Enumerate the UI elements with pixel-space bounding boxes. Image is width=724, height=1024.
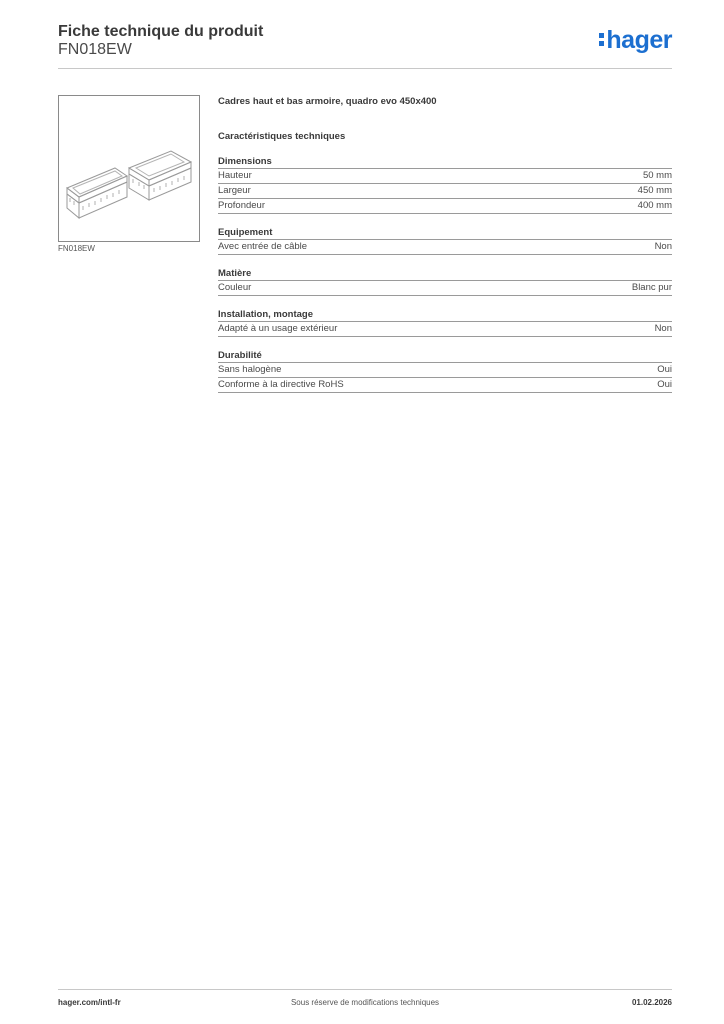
footer-note: Sous réserve de modifications techniques (290, 998, 440, 1007)
spec-row (218, 281, 672, 296)
logo-dots-icon (599, 30, 604, 52)
spec-label: Profondeur (218, 200, 266, 211)
footer-divider (58, 989, 672, 990)
group-title: Installation, montage (218, 308, 672, 322)
spec-value: Oui (657, 364, 672, 375)
spec-value: Non (654, 241, 672, 252)
group-title: Dimensions (218, 155, 672, 169)
spec-label: Avec entrée de câble (218, 241, 308, 252)
hager-logo (599, 24, 672, 56)
spec-value: Oui (657, 379, 672, 390)
spec-label: Hauteur (218, 170, 252, 181)
document-title: Fiche technique du produit (58, 23, 264, 40)
spec-label: Adapté à un usage extérieur (218, 323, 338, 334)
spec-row (218, 322, 672, 337)
group-equipement (218, 226, 672, 255)
spec-label: Conforme à la directive RoHS (218, 379, 344, 390)
spec-label: Sans halogène (218, 364, 282, 375)
spec-value: 450 mm (637, 185, 672, 196)
group-installation (218, 308, 672, 337)
group-matiere (218, 267, 672, 296)
spec-value: Blanc pur (631, 282, 672, 293)
footer-website-link[interactable]: hager.com/intl-fr (58, 998, 121, 1007)
product-reference: FN018EW (58, 41, 132, 58)
spec-label: Largeur (218, 185, 251, 196)
group-title: Equipement (218, 226, 672, 240)
group-dimensions (218, 155, 672, 214)
product-frames-illustration-icon (59, 96, 199, 241)
footer-date: 01.02.2026 (631, 998, 672, 1007)
spec-row (218, 169, 672, 184)
spec-value: Non (654, 323, 672, 334)
spec-row (218, 199, 672, 214)
product-details (218, 95, 672, 393)
spec-row (218, 184, 672, 199)
spec-value: 50 mm (642, 170, 672, 181)
spec-label: Couleur (218, 282, 252, 293)
logo-text: hager (606, 26, 672, 54)
group-durabilite (218, 349, 672, 393)
product-name: Cadres haut et bas armoire, quadro evo 450x400 (218, 96, 437, 107)
product-image (58, 95, 200, 242)
header-divider (58, 68, 672, 69)
spec-value: 400 mm (637, 200, 672, 211)
image-caption: FN018EW (58, 244, 95, 253)
spec-row (218, 378, 672, 393)
group-title: Durabilité (218, 349, 672, 363)
page-footer (58, 998, 672, 1010)
spec-row (218, 363, 672, 378)
spec-row (218, 240, 672, 255)
section-title: Caractéristiques techniques (218, 131, 346, 142)
group-title: Matière (218, 267, 672, 281)
page-header (58, 22, 672, 68)
